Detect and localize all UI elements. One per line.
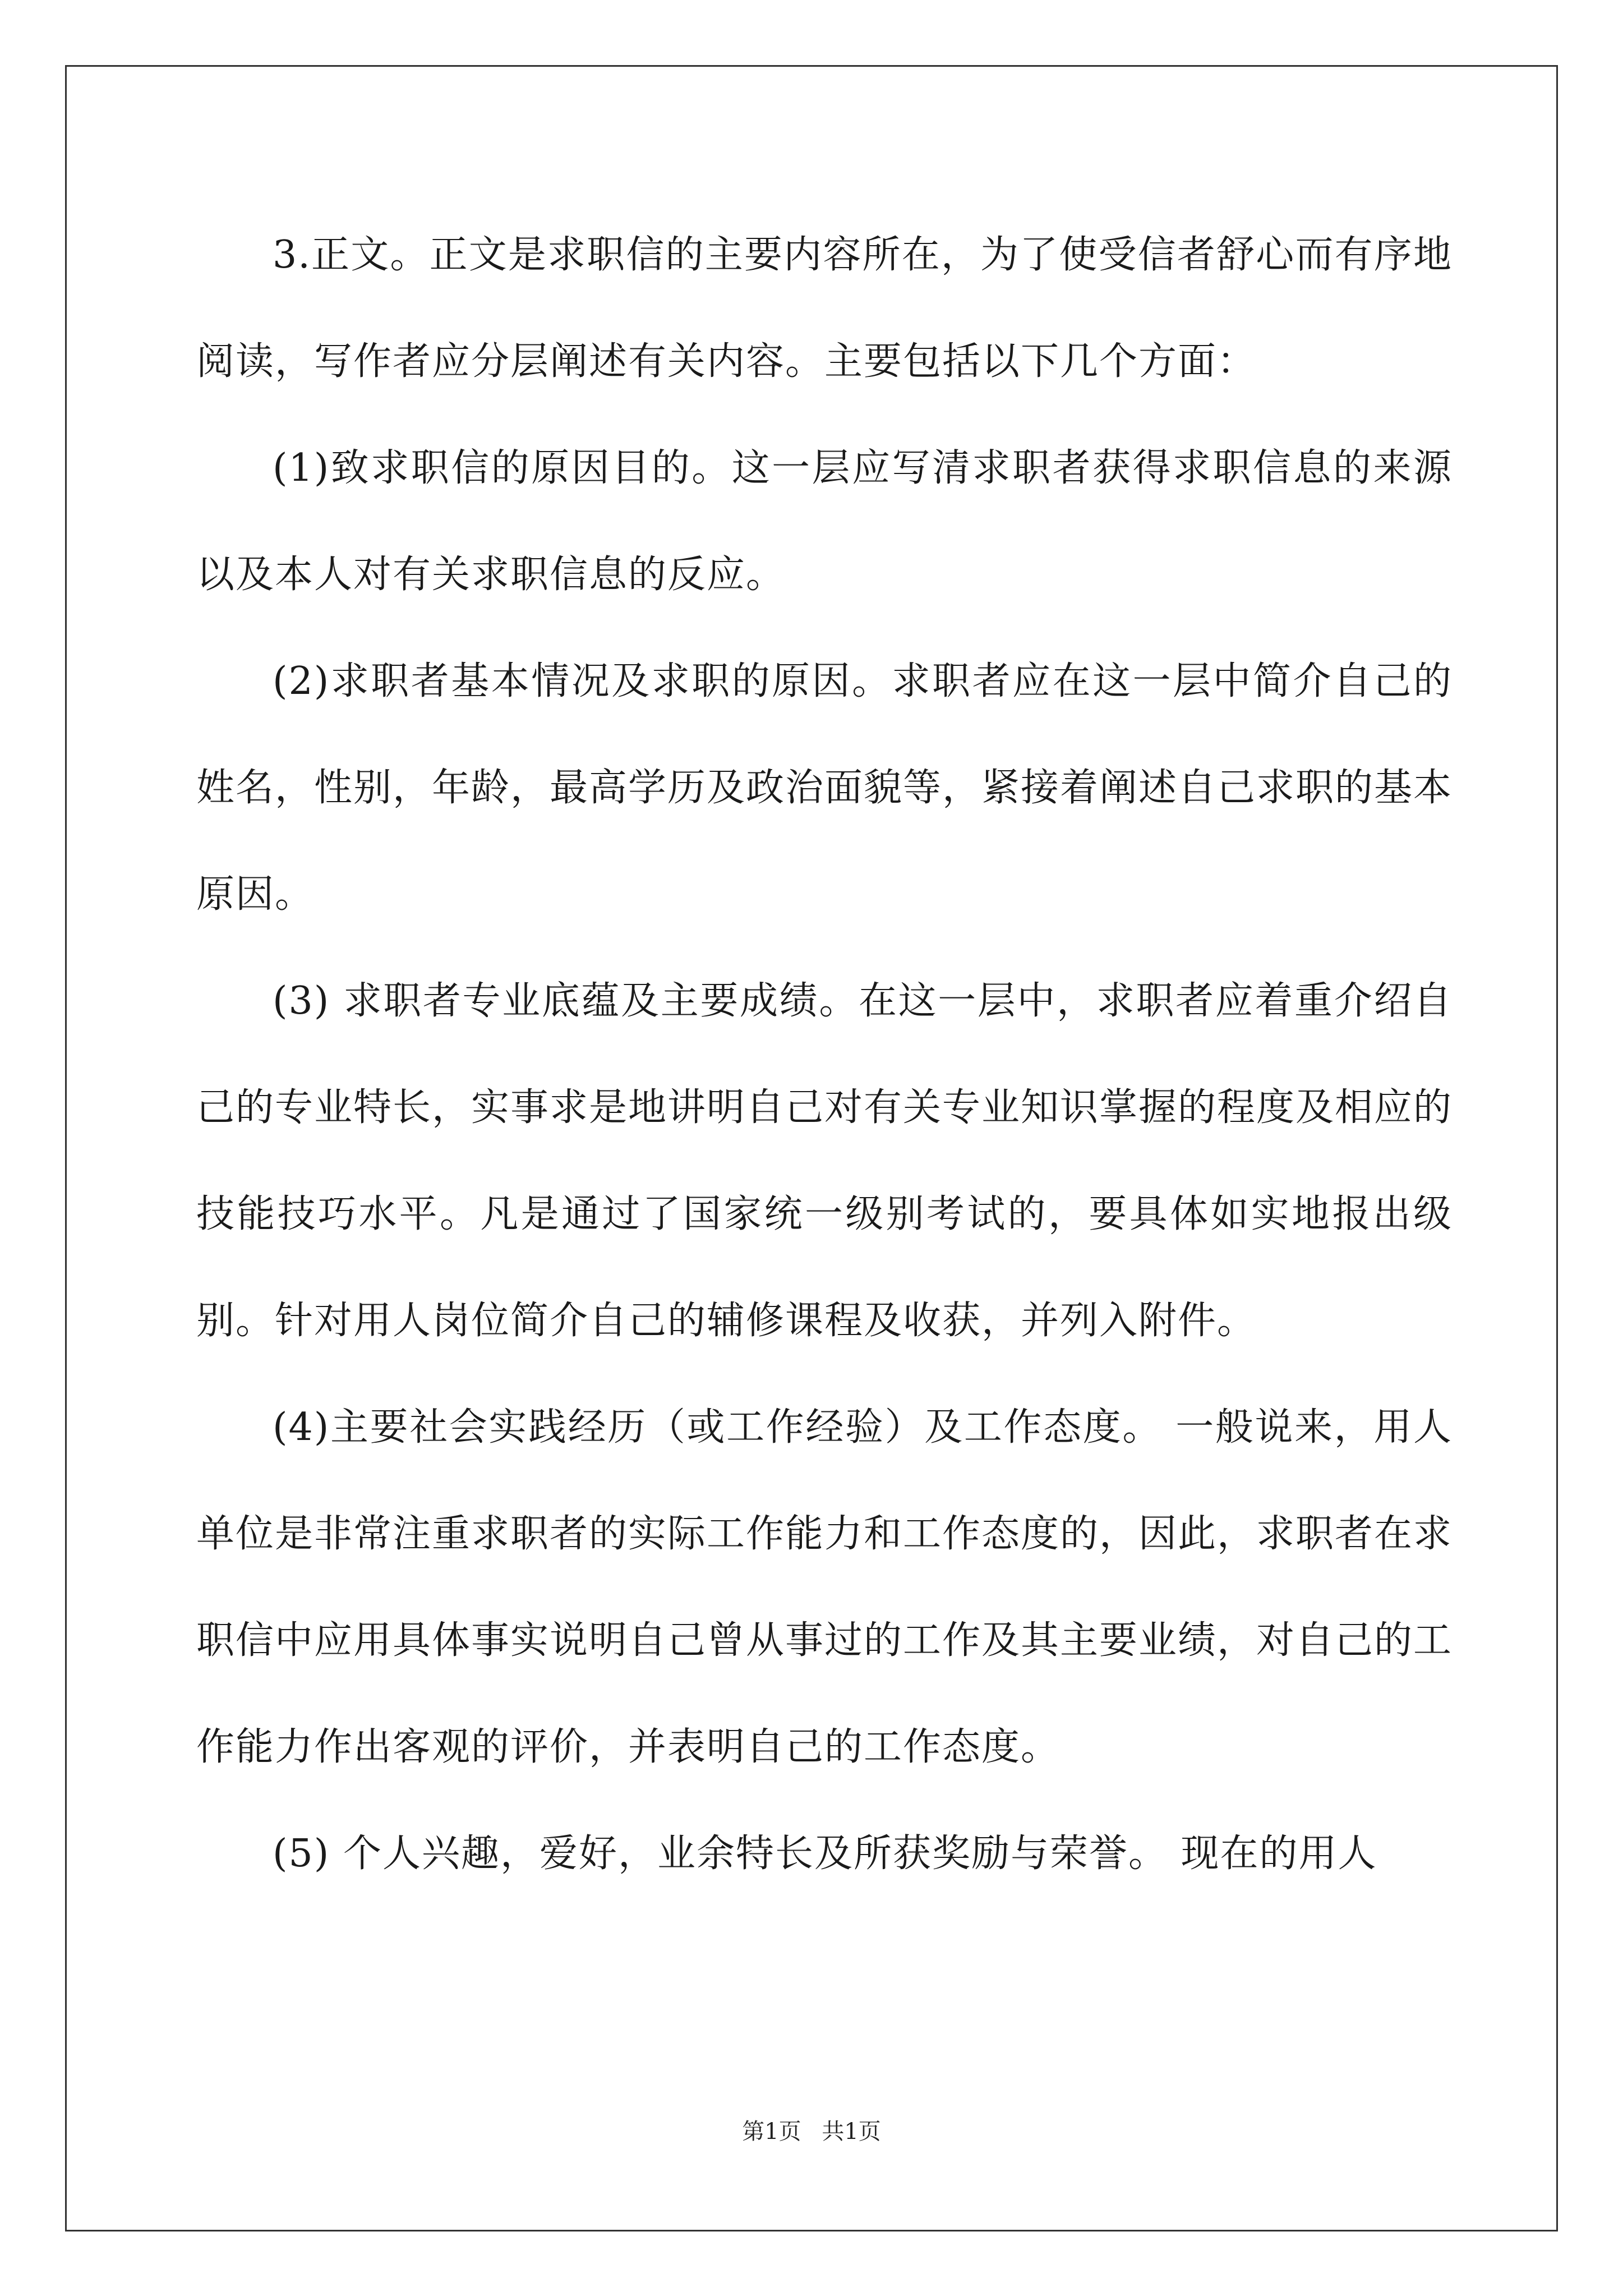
paragraph-body-intro: 3.正文。正文是求职信的主要内容所在，为了使受信者舒心而有序地阅读，写作者应分层阐述有关内容。主要包括以下几个方面： [196,233,1453,384]
paragraph-item-2: (2)求职者基本情况及求职的原因。求职者应在这一层中简介自己的姓名，性别，年龄，最高学历及政治面貌等，紧接着阐述自己求职的基本原因。 [196,659,1453,917]
page-total: 共1页 [822,2119,881,2145]
paragraph-item-5: (5) 个人兴趣，爱好，业余特长及所获奖励与荣誉。 现在的用人 [273,1832,1377,1876]
page-number: 第1页 [742,2119,801,2145]
paragraph-item-3: (3) 求职者专业底蕴及主要成绩。在这一层中，求职者应着重介绍自己的专业特长，实事求是地讲明自己对有关专业知识掌握的程度及相应的技能技巧水平。凡是通过了国家统一级别考试的，要具体如实地报出级别。针对用人岗位简介自己的辅修课程及收获，并列入附件。 [196,979,1453,1343]
paragraph-item-1: (1)致求职信的原因目的。这一层应写清求职者获得求职信息的来源以及本人对有关求职信息的反应。 [196,446,1453,597]
paragraph-item-4: (4)主要社会实践经历（或工作经验）及工作态度。 一般说来，用人单位是非常注重求职者的实际工作能力和工作态度的，因此，求职者在求职信中应用具体事实说明自己曾从事过的工作及其主要业绩，对自己的工作能力作出客观的评价，并表明自己的工作态度。 [196,1405,1453,1769]
document-body [196,202,1453,1907]
page-footer [0,2114,1623,2146]
